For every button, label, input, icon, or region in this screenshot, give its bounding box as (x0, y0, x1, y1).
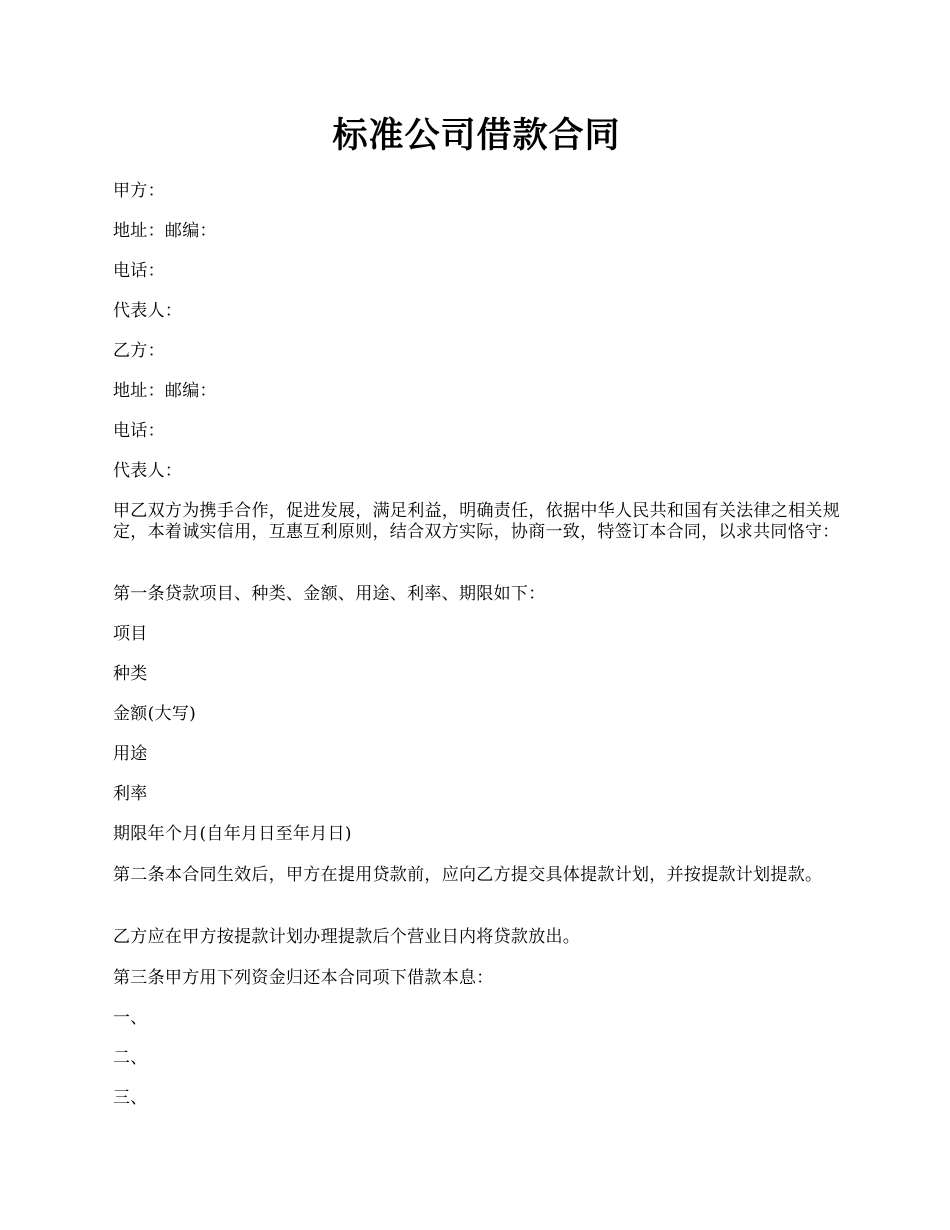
article-1-item: 期限年个月(自年月日至年月日) (113, 824, 352, 844)
party-a-representative: 代表人： (113, 301, 183, 321)
article-1-item: 利率 (113, 784, 148, 804)
preamble-paragraph: 甲乙双方为携手合作，促进发展，满足利益，明确责任，依据中华人民共和国有关法律之相关规定，本着诚实信用，互惠互利原则，结合双方实际，协商一致，特签订本合同，以求共同恪守： (113, 501, 840, 542)
document-title: 标准公司借款合同 (332, 115, 621, 156)
party-b-label: 乙方： (113, 341, 165, 361)
article-1-item: 用途 (113, 744, 148, 764)
article-3-item: 三、 (113, 1088, 148, 1108)
article-1-heading: 第一条贷款项目、种类、金额、用途、利率、期限如下： (113, 584, 546, 604)
party-b-phone: 电话： (113, 421, 165, 441)
article-1-item: 金额(大写) (113, 704, 197, 724)
article-1-item: 种类 (113, 664, 148, 684)
article-2-followup: 乙方应在甲方按提款计划办理提款后个营业日内将贷款放出。 (113, 927, 581, 947)
party-a-address: 地址：邮编： (113, 221, 217, 241)
party-b-representative: 代表人： (113, 461, 183, 481)
party-b-address: 地址：邮编： (113, 381, 217, 401)
party-a-label: 甲方： (113, 181, 165, 201)
article-1-item: 项目 (113, 624, 148, 644)
article-3-item: 二、 (113, 1048, 148, 1068)
article-3-heading: 第三条甲方用下列资金归还本合同项下借款本息： (113, 968, 494, 988)
article-2-paragraph: 第二条本合同生效后，甲方在提用贷款前，应向乙方提交具体提款计划，并按提款计划提款。 (113, 865, 823, 885)
party-a-phone: 电话： (113, 261, 165, 281)
article-3-item: 一、 (113, 1008, 148, 1028)
